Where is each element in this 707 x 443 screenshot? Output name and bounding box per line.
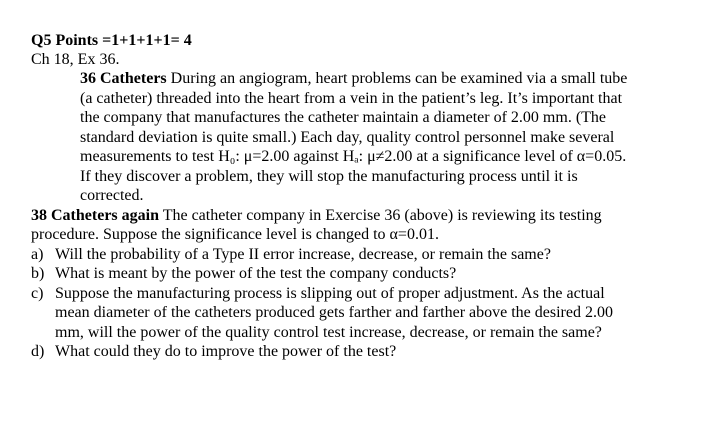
exercise-36-text: During an angiogram, heart problems can be examined via a small tube — [166, 70, 628, 87]
exercise-38-text: The catheter company in Exercise 36 (above) is reviewing its testing — [158, 207, 602, 224]
question-a-marker: a) — [31, 246, 44, 263]
exercise-36-line-4: standard deviation is quite small.) Each day, quality control personnel make several — [80, 129, 615, 146]
question-a-text: Will the probability of a Type II error increase, decrease, or remain the same? — [55, 246, 551, 263]
question-d-marker: d) — [31, 343, 45, 360]
chapter-reference: Ch 18, Ex 36. — [31, 51, 120, 68]
exercise-38-title: 38 Catheters again — [31, 207, 159, 224]
question-c-text-line-1: Suppose the manufacturing process is slipping out of proper adjustment. As the actual — [55, 285, 605, 302]
question-c-marker: c) — [31, 285, 44, 302]
exercise-38-line-1 — [31, 206, 602, 226]
exercise-36-line-5: measurements to test H₀: μ=2.00 against Hₐ: μ≠2.00 at a significance level of α=0.05. — [80, 148, 627, 165]
question-b-marker: b) — [31, 265, 45, 282]
exercise-36-line-7: corrected. — [80, 187, 144, 204]
exercise-38-line-2: procedure. Suppose the significance level is changed to α=0.01. — [31, 226, 439, 243]
exercise-36-line-6: If they discover a problem, they will stop the manufacturing process until it is — [80, 168, 578, 185]
question-d-text: What could they do to improve the power of the test? — [55, 343, 397, 360]
question-c-text-line-2: mean diameter of the catheters produced gets farther and farther above the desired 2.00 — [55, 304, 613, 321]
exercise-36-line-1 — [80, 69, 627, 89]
exercise-36-title: 36 Catheters — [80, 70, 167, 87]
question-b-text: What is meant by the power of the test the company conducts? — [55, 265, 457, 282]
exercise-36-line-3: the company that manufactures the catheter maintain a diameter of 2.00 mm. (The — [80, 109, 607, 126]
points-heading: Q5 Points =1+1+1+1= 4 — [31, 32, 192, 49]
question-c-text-line-3: mm, will the power of the quality control test increase, decrease, or remain the same? — [55, 324, 602, 341]
exercise-36-line-2: (a catheter) threaded into the heart from a vein in the patient’s leg. It’s important that — [80, 90, 623, 107]
